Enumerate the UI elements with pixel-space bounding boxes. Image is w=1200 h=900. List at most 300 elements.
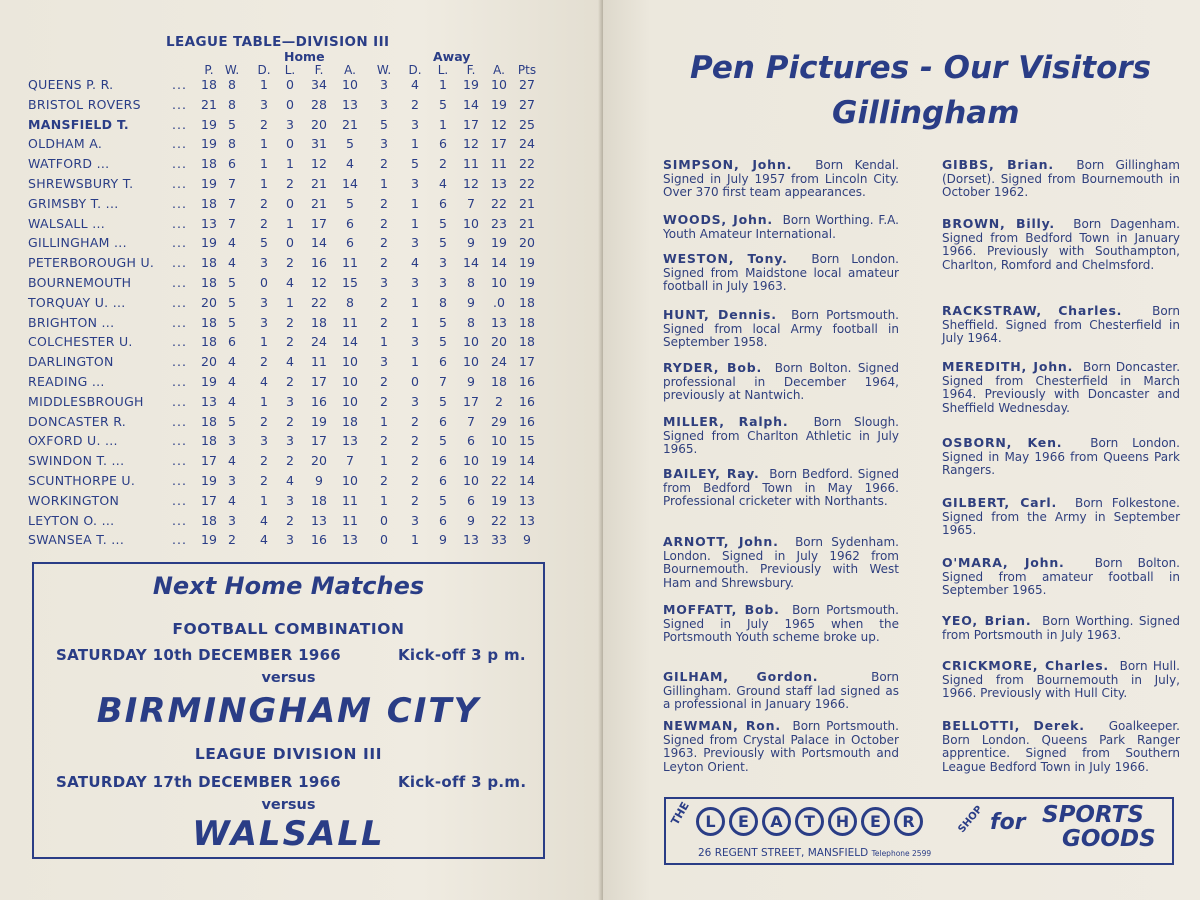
advert-letter-circle: L — [696, 807, 725, 836]
stat-cell: 9 — [467, 374, 475, 389]
stat-cell: 3 — [380, 136, 388, 152]
stat-cell: 7 — [228, 176, 236, 191]
leader-dots: ... — [172, 77, 187, 92]
stat-cell: 2 — [380, 235, 388, 251]
player-details: Born Folkestone. Signed from the Army in September 1965. — [942, 496, 1180, 538]
stat-cell: 2 — [228, 532, 236, 548]
stat-cell: 19 — [201, 235, 217, 251]
team-name: WORKINGTON — [28, 492, 120, 508]
stat-cell: 2 — [260, 413, 268, 429]
stat-cell: 1 — [380, 176, 388, 191]
stat-cell: 4 — [228, 492, 236, 508]
fixture-date-1: SATURDAY 10th DECEMBER 1966 — [56, 646, 342, 664]
stat-cell: 28 — [311, 96, 327, 112]
stat-cell: 29 — [491, 413, 507, 429]
stat-cell: 1 — [260, 77, 268, 92]
player-name: YEO, Brian. — [942, 613, 1032, 628]
stat-cell: 4 — [286, 275, 294, 290]
player-bio — [942, 360, 1180, 415]
stat-cell: 2 — [286, 314, 294, 330]
stat-cell: 13 — [201, 215, 217, 231]
stat-cell: 1 — [260, 492, 268, 508]
team-name: SWANSEA T. ... — [28, 532, 125, 548]
stat-cell: 18 — [311, 492, 327, 508]
stat-cell: 20 — [519, 235, 535, 251]
stat-cell: 13 — [342, 532, 358, 548]
player-bio — [663, 213, 899, 241]
stat-cell: 2 — [286, 334, 294, 350]
stat-cell: 4 — [260, 532, 268, 548]
leader-dots: ... — [172, 473, 187, 488]
stat-cell: 5 — [439, 215, 447, 231]
player-name: MOFFATT, Bob. — [663, 602, 780, 617]
table-row — [0, 374, 603, 394]
player-name: GIBBS, Brian. — [942, 157, 1054, 172]
stat-cell: 1 — [411, 294, 419, 310]
stat-cell: 6 — [439, 473, 447, 488]
stat-cell: 1 — [286, 215, 294, 231]
stat-cell: 8 — [228, 96, 236, 112]
stat-cell: 16 — [519, 374, 535, 389]
player-bio — [663, 361, 899, 403]
stat-cell: 1 — [439, 116, 447, 132]
stat-cell: 3 — [411, 334, 419, 350]
stat-cell: 20 — [491, 334, 507, 350]
advert-letter-circle: T — [795, 807, 824, 836]
stat-cell: 2 — [286, 413, 294, 429]
stat-cell: 0 — [286, 96, 294, 112]
stat-cell: 2 — [260, 215, 268, 231]
stat-cell: 1 — [411, 195, 419, 211]
team-name: OXFORD U. ... — [28, 433, 118, 449]
stat-cell: 11 — [342, 255, 358, 271]
advert-the: THE — [668, 799, 692, 828]
kickoff-1: Kick-off 3 p m. — [398, 646, 526, 664]
stat-cell: 12 — [463, 136, 479, 152]
player-bio — [663, 308, 899, 350]
player-details: Born Kendal. Signed in July 1957 from Lincoln City. Over 370 first team appearances. — [663, 158, 899, 200]
stat-cell: 2 — [286, 255, 294, 271]
stat-cell: 5 — [228, 314, 236, 330]
stat-cell: 3 — [286, 433, 294, 449]
stat-cell: 13 — [519, 492, 535, 508]
player-bio — [942, 217, 1180, 272]
stat-cell: 19 — [491, 235, 507, 251]
player-bio — [942, 304, 1180, 346]
stat-cell: 34 — [311, 77, 327, 92]
player-details: Born Slough. Signed from Charlton Athletic in July 1965. — [663, 415, 899, 457]
stat-cell: 13 — [342, 433, 358, 449]
stat-cell: 2 — [260, 473, 268, 488]
stat-cell: 3 — [411, 116, 419, 132]
player-bio — [942, 659, 1180, 701]
table-row — [0, 315, 603, 335]
stat-cell: 4 — [346, 156, 354, 172]
stat-cell: 4 — [411, 77, 419, 92]
stat-cell: 18 — [201, 255, 217, 271]
stat-cell: 13 — [311, 512, 327, 528]
player-name: MILLER, Ralph. — [663, 414, 789, 429]
league-table-title: LEAGUE TABLE—DIVISION III — [166, 34, 390, 50]
away-group-label: Away — [433, 49, 471, 64]
stat-cell: 5 — [439, 314, 447, 330]
pen-pictures-title: Pen Pictures - Our Visitors — [690, 50, 1152, 86]
stat-cell: 1 — [380, 413, 388, 429]
stat-cell: 10 — [463, 334, 479, 350]
stat-cell: 5 — [439, 235, 447, 251]
stat-cell: 17 — [491, 136, 507, 152]
stat-cell: 2 — [380, 433, 388, 449]
team-name: LEYTON O. ... — [28, 512, 115, 528]
team-name: BRIGHTON ... — [28, 314, 115, 330]
stat-cell: 10 — [342, 354, 358, 370]
stat-cell: 22 — [491, 512, 507, 528]
stat-cell: 22 — [491, 195, 507, 211]
stat-cell: 2 — [260, 453, 268, 469]
leader-dots: ... — [172, 354, 187, 370]
column-header: W. — [224, 63, 240, 77]
leader-dots: ... — [172, 334, 187, 350]
stat-cell: 18 — [201, 77, 217, 92]
table-row — [0, 117, 603, 137]
stat-cell: 2 — [286, 512, 294, 528]
stat-cell: 2 — [286, 453, 294, 469]
stat-cell: 10 — [342, 473, 358, 488]
stat-cell: 2 — [495, 393, 503, 409]
table-row — [0, 97, 603, 117]
advert-letter-circle: H — [828, 807, 857, 836]
column-header: Pts — [517, 63, 537, 77]
stat-cell: 21 — [201, 96, 217, 112]
stat-cell: 11 — [342, 512, 358, 528]
column-header: L. — [437, 63, 449, 77]
advert-address — [698, 847, 931, 859]
stat-cell: 10 — [463, 354, 479, 370]
stat-cell: 15 — [342, 275, 358, 290]
next-home-matches-box — [32, 562, 545, 859]
stat-cell: 22 — [519, 176, 535, 191]
player-details: Born Bolton. Signed from amateur football in September 1965. — [942, 556, 1180, 598]
stat-cell: 9 — [467, 512, 475, 528]
player-details: Born Portsmouth. Signed in July 1965 when the Portsmouth Youth scheme broke up. — [663, 603, 899, 645]
stat-cell: 20 — [201, 354, 217, 370]
leader-dots: ... — [172, 195, 187, 211]
team-name: SWINDON T. ... — [28, 453, 125, 469]
stat-cell: 3 — [260, 96, 268, 112]
advert-letter-circle: R — [894, 807, 923, 836]
table-row — [0, 176, 603, 196]
player-name: BROWN, Billy. — [942, 216, 1055, 231]
stat-cell: 6 — [439, 354, 447, 370]
stat-cell: 6 — [439, 413, 447, 429]
stat-cell: 5 — [411, 156, 419, 172]
stat-cell: 19 — [201, 532, 217, 548]
stat-cell: 3 — [380, 354, 388, 370]
stat-cell: 7 — [467, 195, 475, 211]
stat-cell: 5 — [228, 275, 236, 290]
stat-cell: 4 — [228, 354, 236, 370]
opponent-walsall: WALSALL — [192, 814, 385, 854]
stat-cell: 1 — [411, 532, 419, 548]
stat-cell: 1 — [286, 294, 294, 310]
stat-cell: 12 — [311, 275, 327, 290]
stat-cell: 6 — [346, 215, 354, 231]
stat-cell: 4 — [228, 374, 236, 389]
player-details: Born London. Signed in May 1966 from Queens Park Rangers. — [942, 436, 1180, 478]
stat-cell: 10 — [491, 275, 507, 290]
stat-cell: 10 — [463, 473, 479, 488]
opponent-birmingham: BIRMINGHAM CITY — [96, 691, 481, 731]
stat-cell: 20 — [311, 453, 327, 469]
stat-cell: 2 — [411, 453, 419, 469]
stat-cell: 17 — [201, 492, 217, 508]
column-header: A. — [493, 63, 505, 77]
player-name: O'MARA, John. — [942, 555, 1065, 570]
stat-cell: 1 — [380, 492, 388, 508]
stat-cell: 2 — [380, 374, 388, 389]
stat-cell: 18 — [342, 413, 358, 429]
player-bio — [942, 436, 1180, 478]
stat-cell: 12 — [491, 116, 507, 132]
player-name: MEREDITH, John. — [942, 359, 1074, 374]
stat-cell: 10 — [463, 215, 479, 231]
stat-cell: 17 — [463, 116, 479, 132]
stat-cell: 24 — [311, 334, 327, 350]
stat-cell: 15 — [519, 433, 535, 449]
player-name: WOODS, John. — [663, 212, 773, 227]
stat-cell: 6 — [346, 235, 354, 251]
player-name: BAILEY, Ray. — [663, 466, 760, 481]
stat-cell: 0 — [286, 77, 294, 92]
stat-cell: 19 — [311, 413, 327, 429]
stat-cell: 9 — [467, 294, 475, 310]
kickoff-2: Kick-off 3 p.m. — [398, 773, 527, 791]
stat-cell: 7 — [228, 215, 236, 231]
stat-cell: 17 — [311, 433, 327, 449]
stat-cell: 3 — [380, 275, 388, 290]
player-details: Born Bedford. Signed from Bedford Town in May 1966. Professional cricketer with Northants. — [663, 467, 899, 509]
player-bio — [942, 158, 1180, 200]
stat-cell: 4 — [439, 176, 447, 191]
stat-cell: 5 — [346, 136, 354, 152]
stat-cell: 1 — [260, 393, 268, 409]
stat-cell: 6 — [467, 433, 475, 449]
stat-cell: 2 — [411, 413, 419, 429]
advert-shop: SHOP — [956, 803, 986, 836]
stat-cell: 4 — [228, 453, 236, 469]
stat-cell: 5 — [228, 116, 236, 132]
stat-cell: 14 — [519, 473, 535, 488]
leader-dots: ... — [172, 136, 187, 152]
stat-cell: 2 — [411, 492, 419, 508]
stat-cell: 18 — [311, 314, 327, 330]
stat-cell: 19 — [201, 136, 217, 152]
player-bio — [663, 467, 899, 509]
table-row — [0, 473, 603, 493]
player-details: Born Sydenham. London. Signed in July 1962 from Bournemouth. Previously with West Ham and Shrewsbury. — [663, 535, 899, 590]
player-details: Born Sheffield. Signed from Chesterfield in July 1964. — [942, 304, 1180, 346]
stat-cell: 5 — [346, 195, 354, 211]
stat-cell: 8 — [228, 136, 236, 152]
player-name: GILBERT, Carl. — [942, 495, 1058, 510]
table-row — [0, 136, 603, 156]
stat-cell: 1 — [380, 334, 388, 350]
stat-cell: 6 — [228, 156, 236, 172]
stat-cell: 11 — [491, 156, 507, 172]
column-header: F. — [466, 63, 476, 77]
stat-cell: 5 — [439, 433, 447, 449]
advert-letter-circle: E — [729, 807, 758, 836]
stat-cell: 4 — [411, 255, 419, 271]
advert-letter-circle: E — [861, 807, 890, 836]
stat-cell: 5 — [228, 413, 236, 429]
player-details: Born Portsmouth. Signed from Crystal Palace in October 1963. Previously with Portsmouth and Leyton Orient. — [663, 719, 899, 774]
stat-cell: 2 — [286, 176, 294, 191]
stat-cell: 22 — [311, 294, 327, 310]
stat-cell: 4 — [228, 235, 236, 251]
player-details: Born Hull. Signed from Bournemouth in July, 1966. Previously with Hull City. — [942, 659, 1180, 701]
stat-cell: 18 — [201, 512, 217, 528]
player-name: CRICKMORE, Charles. — [942, 658, 1109, 673]
leader-dots: ... — [172, 433, 187, 449]
stat-cell: 13 — [519, 512, 535, 528]
stat-cell: 2 — [380, 255, 388, 271]
leader-dots: ... — [172, 275, 187, 290]
team-name: DONCASTER R. — [28, 413, 127, 429]
leader-dots: ... — [172, 116, 187, 132]
stat-cell: 2 — [380, 314, 388, 330]
stat-cell: 18 — [201, 156, 217, 172]
stat-cell: 2 — [260, 116, 268, 132]
stat-cell: 8 — [467, 275, 475, 290]
leader-dots: ... — [172, 413, 187, 429]
stat-cell: 1 — [411, 136, 419, 152]
stat-cell: 6 — [439, 512, 447, 528]
stat-cell: 3 — [439, 275, 447, 290]
stat-cell: 11 — [342, 314, 358, 330]
player-name: HUNT, Dennis. — [663, 307, 777, 322]
column-header: D. — [408, 63, 422, 77]
table-row — [0, 513, 603, 533]
stat-cell: 11 — [342, 492, 358, 508]
stat-cell: 0 — [286, 195, 294, 211]
stat-cell: 10 — [342, 393, 358, 409]
stat-cell: 2 — [439, 156, 447, 172]
leader-dots: ... — [172, 393, 187, 409]
stat-cell: 9 — [439, 532, 447, 548]
stat-cell: 3 — [228, 512, 236, 528]
table-row — [0, 77, 603, 97]
stat-cell: 7 — [346, 453, 354, 469]
stat-cell: 23 — [491, 215, 507, 231]
leader-dots: ... — [172, 453, 187, 469]
stat-cell: 16 — [311, 393, 327, 409]
stat-cell: 3 — [411, 275, 419, 290]
stat-cell: 13 — [342, 96, 358, 112]
stat-cell: 2 — [286, 374, 294, 389]
stat-cell: 10 — [491, 77, 507, 92]
stat-cell: 27 — [519, 96, 535, 112]
advert-street: 26 REGENT STREET, MANSFIELD — [698, 847, 869, 859]
team-name: BOURNEMOUTH — [28, 275, 132, 290]
stat-cell: 14 — [342, 334, 358, 350]
player-name: RACKSTRAW, Charles. — [942, 303, 1123, 318]
advert-for: for — [990, 810, 1026, 835]
team-name: DARLINGTON — [28, 354, 114, 370]
player-bio — [663, 158, 899, 200]
stat-cell: 22 — [491, 473, 507, 488]
table-row — [0, 275, 603, 295]
stat-cell: 0 — [380, 512, 388, 528]
column-header: A. — [344, 63, 356, 77]
stat-cell: 14 — [519, 453, 535, 469]
stat-cell: 25 — [519, 116, 535, 132]
leader-dots: ... — [172, 156, 187, 172]
stat-cell: 3 — [411, 235, 419, 251]
stat-cell: 19 — [201, 473, 217, 488]
player-details: Born Gillingham (Dorset). Signed from Bournemouth in October 1962. — [942, 158, 1180, 200]
player-name: OSBORN, Ken. — [942, 435, 1063, 450]
player-details: Born Doncaster. Signed from Chesterfield in March 1964. Previously with Doncaster and Sheffield Wednesday. — [942, 360, 1181, 415]
stat-cell: 10 — [342, 77, 358, 92]
stat-cell: 13 — [201, 393, 217, 409]
stat-cell: 18 — [519, 294, 535, 310]
team-name: SCUNTHORPE U. — [28, 473, 136, 488]
stat-cell: 8 — [467, 314, 475, 330]
stat-cell: 3 — [380, 77, 388, 92]
stat-cell: 6 — [439, 136, 447, 152]
advert-sports: SPORTS — [1042, 802, 1144, 828]
advert-letter-circle: A — [762, 807, 791, 836]
stat-cell: 19 — [491, 453, 507, 469]
player-details: Born Portsmouth. Signed from local Army football in September 1958. — [663, 308, 899, 350]
stat-cell: 1 — [260, 334, 268, 350]
leader-dots: ... — [172, 374, 187, 389]
competition-combination: FOOTBALL COMBINATION — [172, 620, 405, 638]
table-row — [0, 354, 603, 374]
team-name: MIDDLESBROUGH — [28, 393, 144, 409]
stat-cell: 24 — [519, 136, 535, 152]
stat-cell: 2 — [260, 195, 268, 211]
stat-cell: 18 — [519, 314, 535, 330]
table-row — [0, 156, 603, 176]
leader-dots: ... — [172, 255, 187, 271]
home-group-label: Home — [284, 49, 325, 64]
player-bio — [663, 670, 899, 712]
stat-cell: 6 — [439, 195, 447, 211]
stat-cell: 20 — [201, 294, 217, 310]
stat-cell: 11 — [463, 156, 479, 172]
column-header: F. — [314, 63, 324, 77]
stat-cell: 4 — [260, 374, 268, 389]
stat-cell: 2 — [380, 156, 388, 172]
player-details: Born Bolton. Signed professional in December 1964, previously at Nantwich. — [663, 361, 899, 403]
stat-cell: 17 — [201, 453, 217, 469]
player-name: GILHAM, Gordon. — [663, 669, 819, 684]
stat-cell: 3 — [260, 294, 268, 310]
column-header: L. — [284, 63, 296, 77]
stat-cell: 18 — [201, 275, 217, 290]
stat-cell: 5 — [439, 492, 447, 508]
stat-cell: 1 — [439, 77, 447, 92]
stat-cell: 2 — [411, 433, 419, 449]
stat-cell: 18 — [201, 334, 217, 350]
versus-2: versus — [261, 797, 316, 813]
stat-cell: 16 — [311, 532, 327, 548]
stat-cell: 21 — [342, 116, 358, 132]
team-name: GRIMSBY T. ... — [28, 195, 119, 211]
leader-dots: ... — [172, 96, 187, 112]
